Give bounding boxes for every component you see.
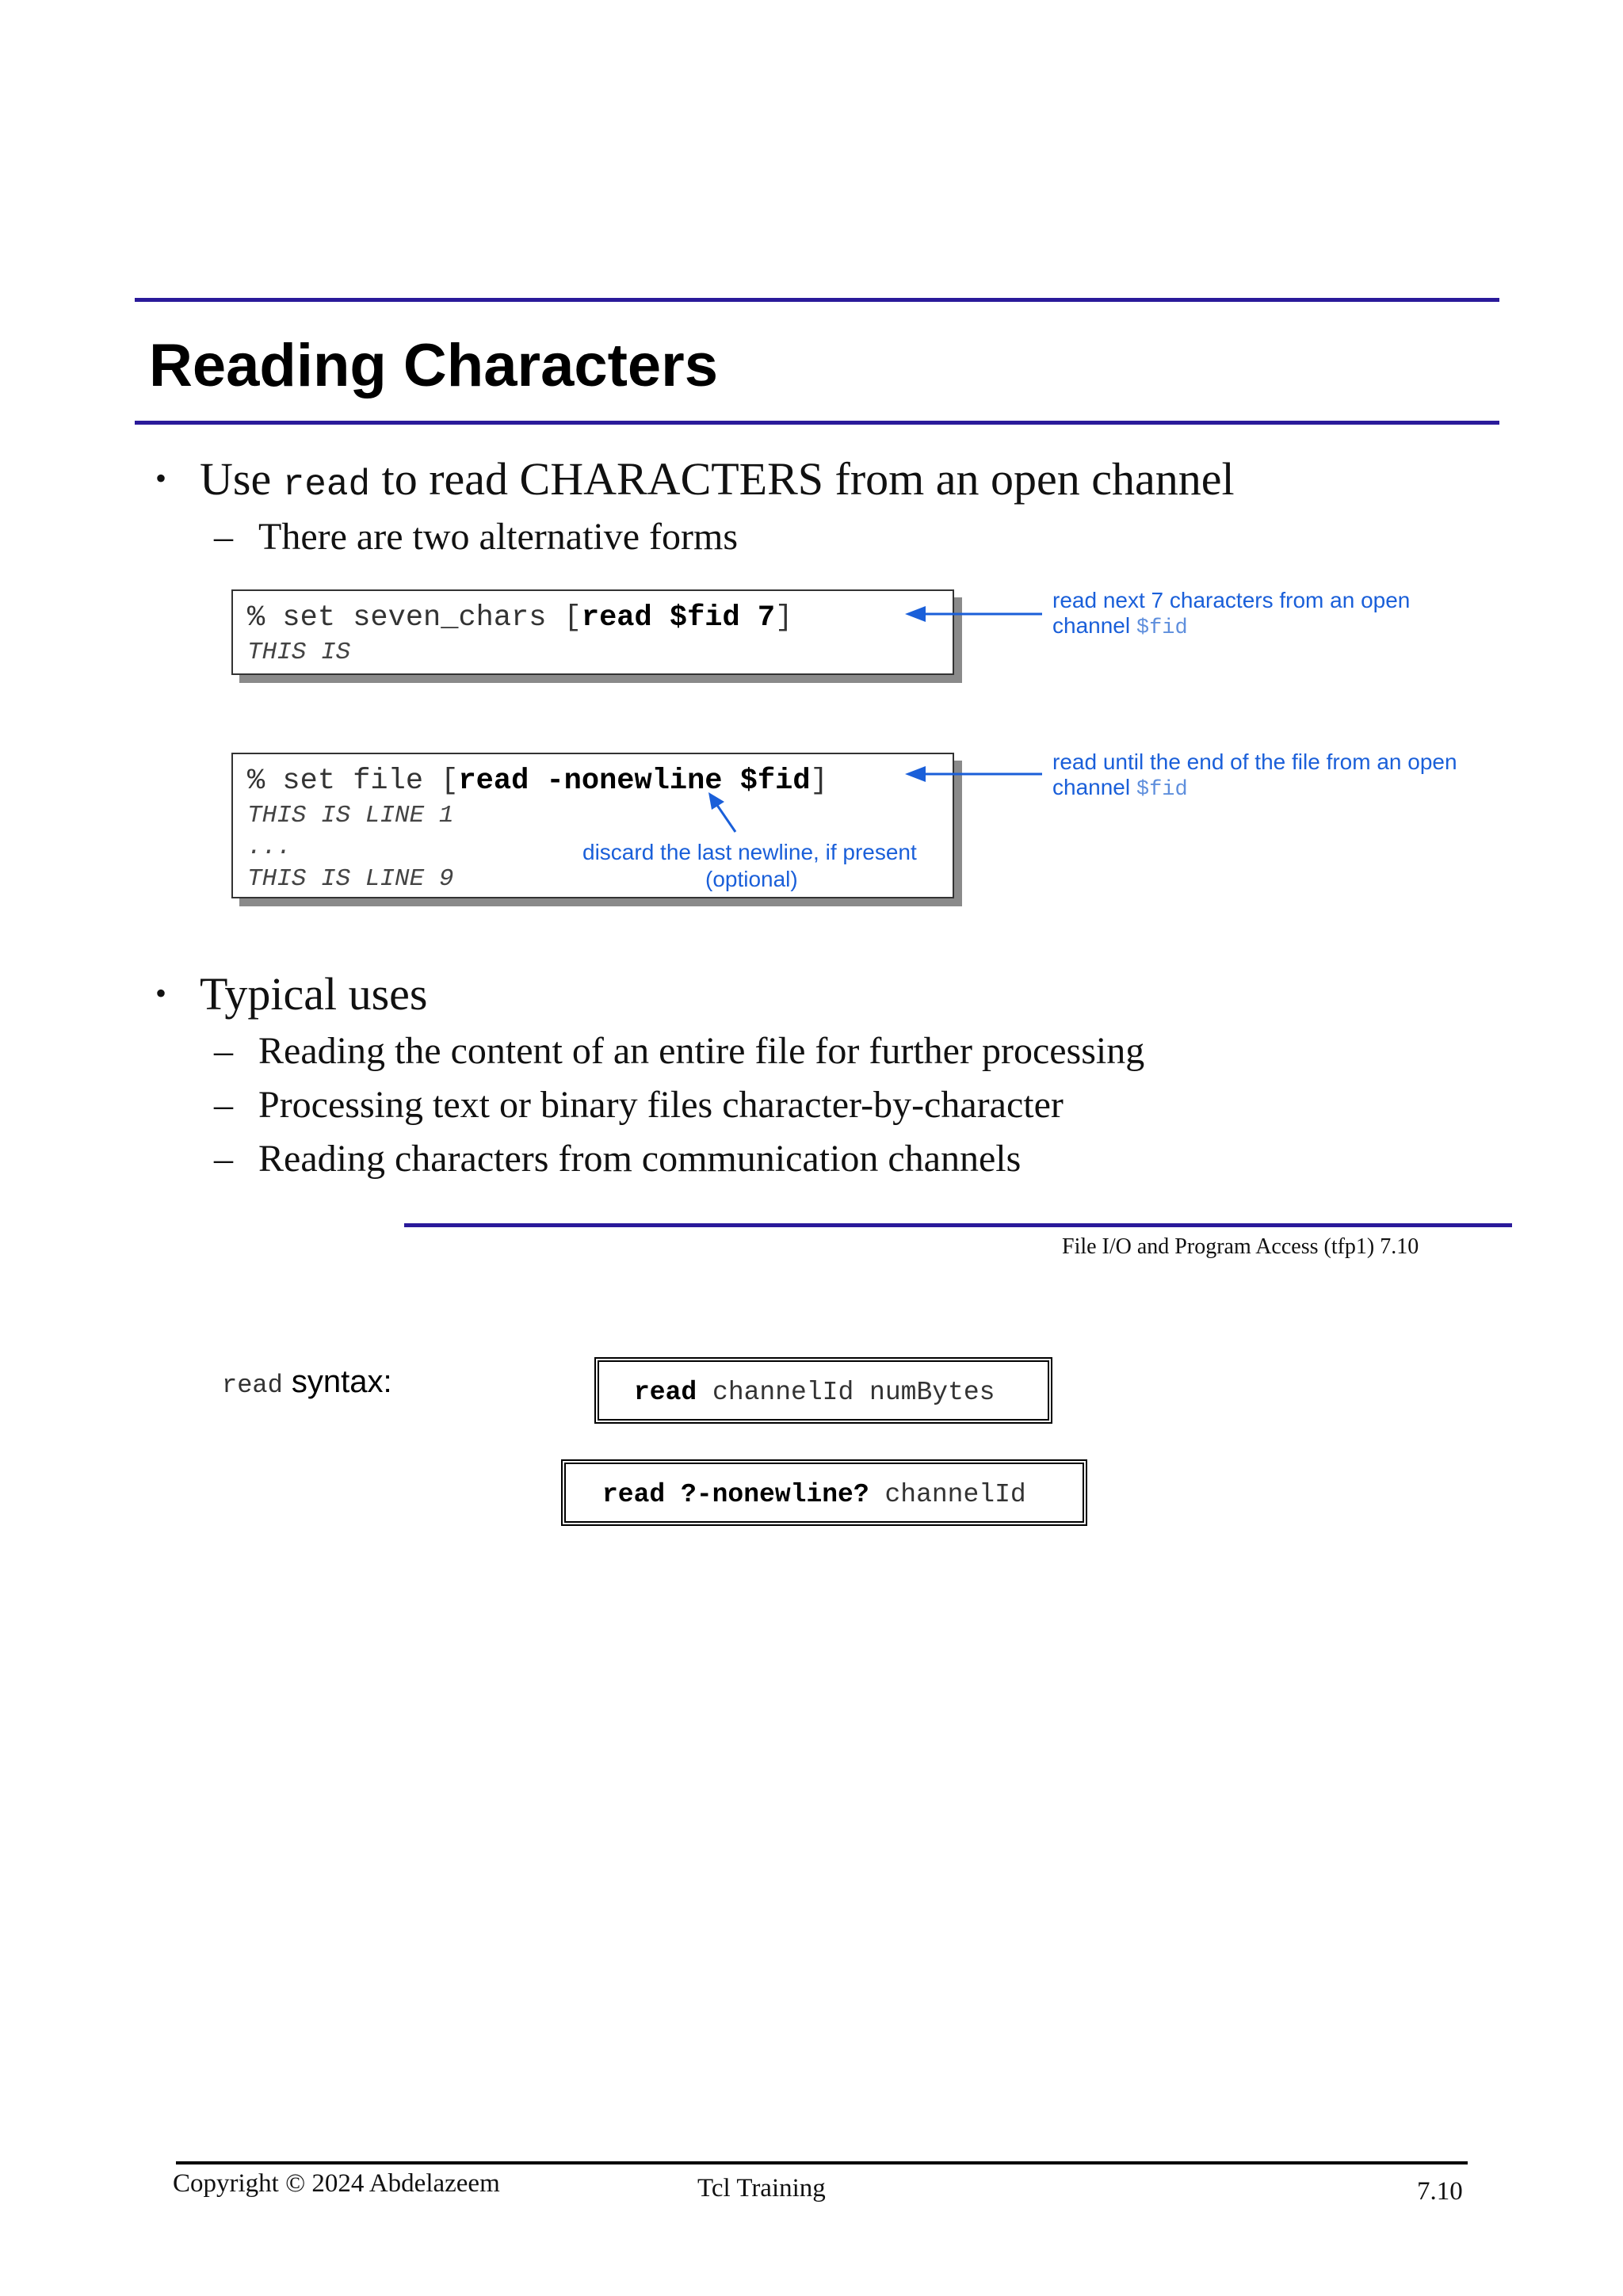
inner-annotation-line1: discard the last newline, if present: [582, 840, 917, 864]
bullet-dot: •: [155, 975, 167, 1011]
code-prefix: % set file [: [247, 765, 459, 798]
bullet-text-post: to read CHARACTERS from an open channel: [370, 453, 1235, 505]
syntax-line-1: [634, 1379, 995, 1405]
syntax-box-2: [561, 1459, 1087, 1526]
slide-footer-text: File I/O and Program Access (tfp1) 7.10: [1062, 1234, 1419, 1259]
bullet-text-pre: Use: [200, 453, 283, 505]
code-output-line: THIS IS: [247, 639, 351, 666]
syntax-rest: channelId: [869, 1480, 1026, 1509]
code-box-example2: [231, 753, 954, 898]
dash: –: [214, 516, 233, 558]
annotation-example1-line1: read next 7 characters from an open: [1052, 588, 1411, 612]
annotation-code: $fid: [1136, 616, 1188, 640]
dash: –: [214, 1030, 233, 1072]
arrow-up-left-icon: [705, 791, 745, 838]
footer-page-number: 7.10: [1417, 2177, 1463, 2206]
code-bold-read: read $fid 7: [581, 601, 776, 635]
annotation-text: channel: [1052, 613, 1136, 638]
bullet-dot: •: [155, 460, 167, 496]
code-bold-read-nonewline: read -nonewline $fid: [458, 765, 811, 798]
code-prefix: % set seven_chars [: [247, 601, 582, 635]
page-footer-rule: [176, 2161, 1468, 2164]
sub-bullet-use-1: Reading the content of an entire file for further processing: [258, 1030, 1145, 1072]
annotation-code: $fid: [1136, 778, 1188, 802]
inner-annotation-line2: (optional): [705, 867, 798, 891]
sub-bullet-use-2: Processing text or binary files character-by-character: [258, 1084, 1064, 1126]
annotation-example2-line2: [1052, 775, 1188, 803]
syntax-label-text: syntax:: [282, 1364, 392, 1399]
sub-bullet-two-forms: There are two alternative forms: [258, 516, 739, 558]
footer-title: Tcl Training: [697, 2174, 826, 2203]
footer-copyright: Copyright © 2024 Abdelazeem: [173, 2169, 500, 2198]
title-rule-bottom: [135, 421, 1499, 425]
arrow-left-icon: [903, 602, 1046, 626]
bullet-code-read: read: [282, 464, 371, 505]
code-box-example1: [231, 589, 954, 675]
syntax-box-1: [594, 1357, 1052, 1424]
annotation-example1-line2: [1052, 613, 1188, 641]
slide-title: Reading Characters: [149, 332, 719, 399]
code-output-ellipsis: ...: [247, 833, 292, 861]
annotation-text: channel: [1052, 775, 1136, 799]
bullet-typical-uses: Typical uses: [200, 968, 428, 1020]
code-line-set-seven-chars: [247, 601, 793, 635]
slide-footer-rule: [404, 1223, 1512, 1227]
dash: –: [214, 1084, 233, 1126]
syntax-bold: read: [634, 1378, 697, 1407]
syntax-line-2: [602, 1482, 1026, 1508]
code-output-line9: THIS IS LINE 9: [247, 865, 454, 893]
syntax-label: [222, 1366, 392, 1398]
syntax-label-code: read: [222, 1371, 283, 1400]
dash: –: [214, 1138, 233, 1180]
sub-bullet-use-3: Reading characters from communication channels: [258, 1138, 1022, 1180]
syntax-bold: read ?-nonewline?: [602, 1480, 869, 1509]
code-suffix: ]: [810, 765, 828, 798]
title-rule-top: [135, 298, 1499, 302]
annotation-example2-line1: read until the end of the file from an open: [1052, 749, 1457, 774]
bullet-use-read: [200, 453, 1235, 505]
code-suffix: ]: [775, 601, 793, 635]
arrow-left-icon: [903, 762, 1046, 786]
syntax-rest: channelId numBytes: [697, 1378, 995, 1407]
code-output-line1: THIS IS LINE 1: [247, 802, 454, 830]
